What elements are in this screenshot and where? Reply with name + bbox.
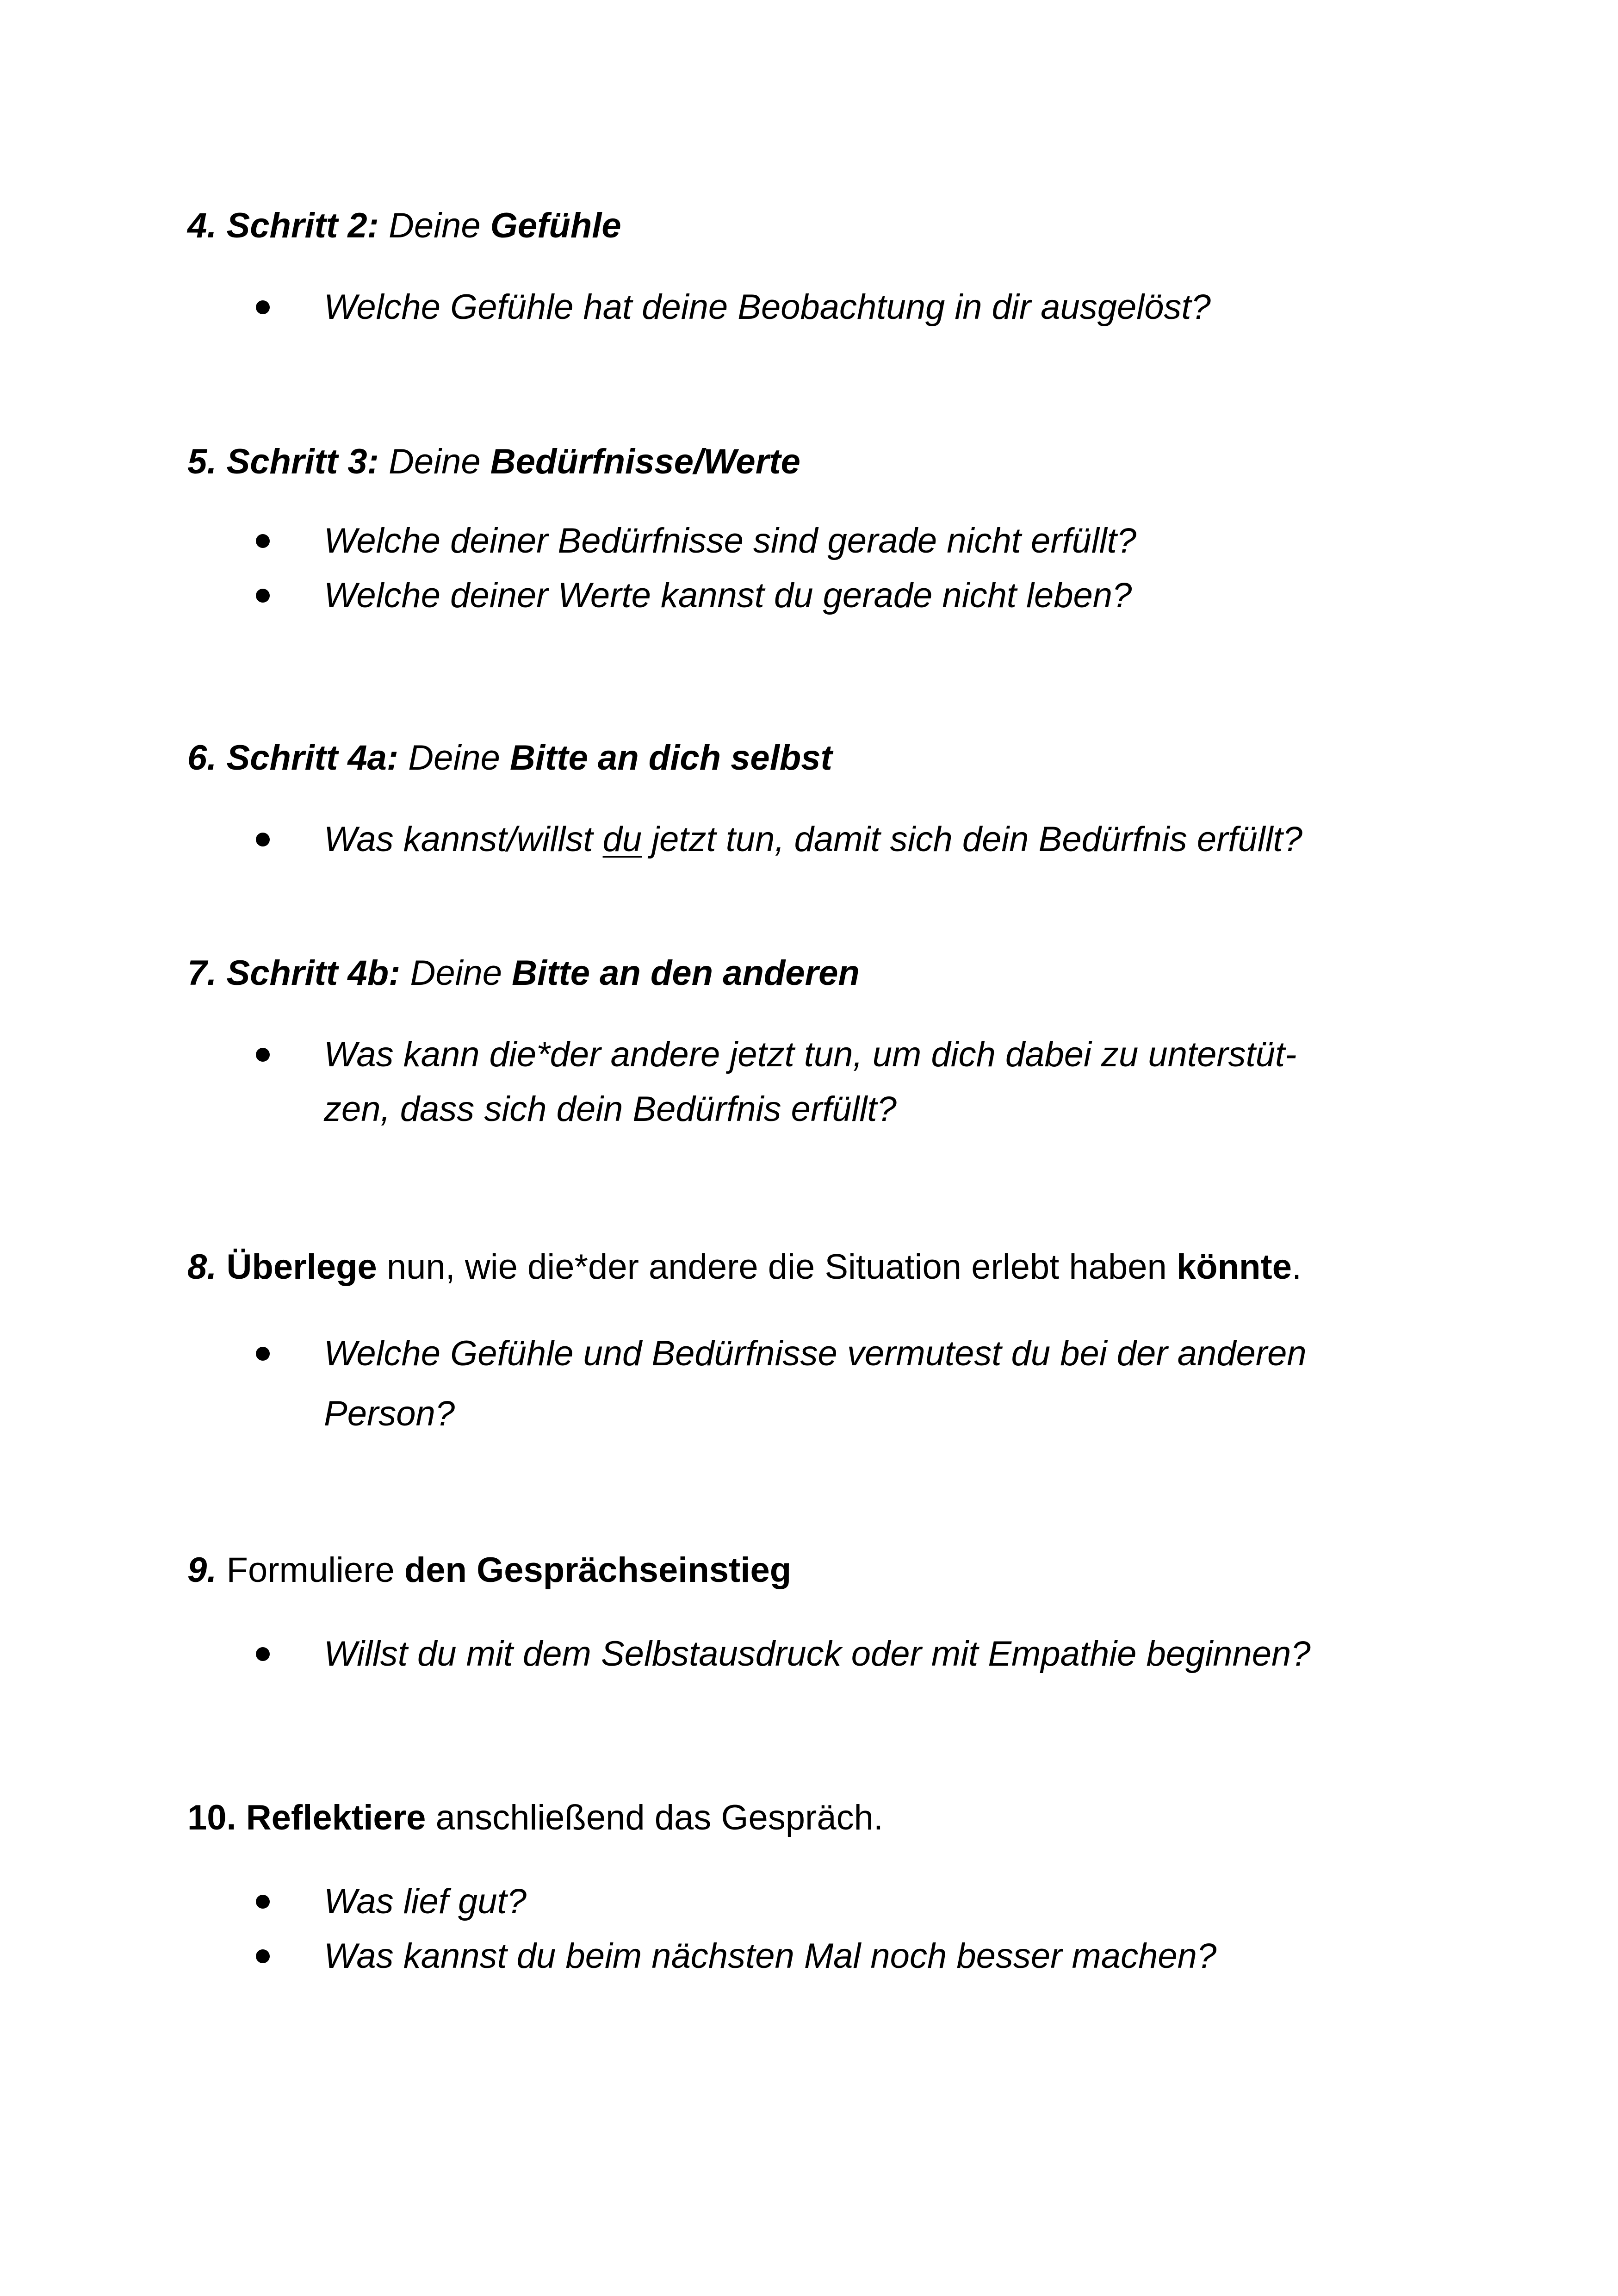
section-number: 4. <box>187 206 217 245</box>
heading-keyword: Bedürfnisse/Werte <box>490 442 800 481</box>
bullet-list <box>187 1874 1460 1984</box>
step-label: Schritt 3: <box>226 442 379 481</box>
list-item <box>187 1929 1460 1984</box>
section-number: 5. <box>187 442 217 481</box>
section-heading <box>187 1245 1460 1289</box>
bullet-icon <box>256 534 270 548</box>
list-item <box>187 514 1460 568</box>
list-item-line-2: zen, dass sich dein Bedürfnis erfüllt? <box>324 1089 897 1129</box>
list-item-line-1: Was kann die*der andere jetzt tun, um dich dabei zu unterstüt- <box>324 1035 1297 1074</box>
section-6 <box>187 736 1460 859</box>
list-item-text: Was kannst du beim nächsten Mal noch besser machen? <box>324 1936 1217 1976</box>
section-9 <box>187 1548 1460 1674</box>
list-item-line-2: Person? <box>324 1394 455 1433</box>
bullet-icon <box>256 1949 270 1963</box>
section-7 <box>187 951 1460 1129</box>
section-heading <box>187 204 1460 248</box>
section-heading <box>187 951 1460 996</box>
heading-keyword: Reflektiere <box>246 1798 426 1837</box>
list-item <box>187 1627 1460 1681</box>
heading-text: anschließend das Gespräch. <box>435 1798 884 1837</box>
heading-keyword: Überlege <box>226 1247 377 1287</box>
heading-prefix: Deine <box>408 738 500 778</box>
list-item-text: Welche Gefühle hat deine Beobachtung in dir ausgelöst? <box>324 287 1211 327</box>
heading-prefix: Deine <box>389 442 481 481</box>
section-heading <box>187 1548 1460 1593</box>
bullet-icon <box>256 833 270 846</box>
list-item-text: Was lief gut? <box>324 1882 527 1921</box>
section-4 <box>187 204 1460 327</box>
section-heading <box>187 1796 1460 1840</box>
bullet-icon <box>256 1647 270 1661</box>
list-item-text-before: Was kannst/willst <box>324 820 593 859</box>
bullet-list <box>187 1324 1460 1444</box>
bullet-icon <box>256 1347 270 1361</box>
bullet-list <box>187 812 1460 867</box>
list-item <box>187 1027 1460 1137</box>
section-number: 7. <box>187 953 217 993</box>
heading-end: . <box>1292 1247 1302 1287</box>
heading-keyword: Bitte an dich selbst <box>510 738 832 778</box>
bullet-list <box>187 514 1460 623</box>
step-label: Schritt 4b: <box>226 953 401 993</box>
heading-text: nun, wie die*der andere die Situation erlebt haben <box>386 1247 1167 1287</box>
heading-prefix: Formuliere <box>226 1550 395 1590</box>
bullet-list <box>187 280 1460 335</box>
list-item-text-after: jetzt tun, damit sich dein Bedürfnis erfüllt? <box>651 820 1302 859</box>
bullet-list <box>187 1027 1460 1137</box>
heading-keyword: Gefühle <box>490 206 621 245</box>
section-10 <box>187 1796 1460 1976</box>
list-item <box>187 280 1460 335</box>
heading-keyword: Bitte an den anderen <box>512 953 860 993</box>
section-heading <box>187 440 1460 484</box>
bullet-list <box>187 1627 1460 1681</box>
section-heading <box>187 736 1460 780</box>
heading-keyword-2: könnte <box>1176 1247 1292 1287</box>
list-item <box>187 1874 1460 1929</box>
section-5 <box>187 440 1460 615</box>
section-8 <box>187 1245 1460 1433</box>
list-item <box>187 812 1460 867</box>
heading-prefix: Deine <box>410 953 502 993</box>
section-number: 9. <box>187 1550 217 1590</box>
section-number: 10. <box>187 1798 236 1837</box>
bullet-icon <box>256 589 270 603</box>
list-item <box>187 568 1460 623</box>
bullet-icon <box>256 1895 270 1909</box>
list-item <box>187 1324 1460 1444</box>
bullet-icon <box>256 300 270 314</box>
section-number: 8. <box>187 1247 217 1287</box>
list-item-text: Welche deiner Werte kannst du gerade nicht leben? <box>324 576 1132 615</box>
bullet-icon <box>256 1048 270 1062</box>
heading-keyword: den Gesprächseinstieg <box>404 1550 792 1590</box>
step-label: Schritt 4a: <box>226 738 399 778</box>
list-item-text: Welche deiner Bedürfnisse sind gerade nicht erfüllt? <box>324 521 1137 560</box>
step-label: Schritt 2: <box>226 206 379 245</box>
list-item-text-underlined: du <box>602 820 642 859</box>
list-item-text: Willst du mit dem Selbstausdruck oder mit Empathie beginnen? <box>324 1634 1311 1674</box>
heading-prefix: Deine <box>389 206 481 245</box>
section-number: 6. <box>187 738 217 778</box>
list-item-line-1: Welche Gefühle und Bedürfnisse vermutest du bei der anderen <box>324 1334 1307 1373</box>
